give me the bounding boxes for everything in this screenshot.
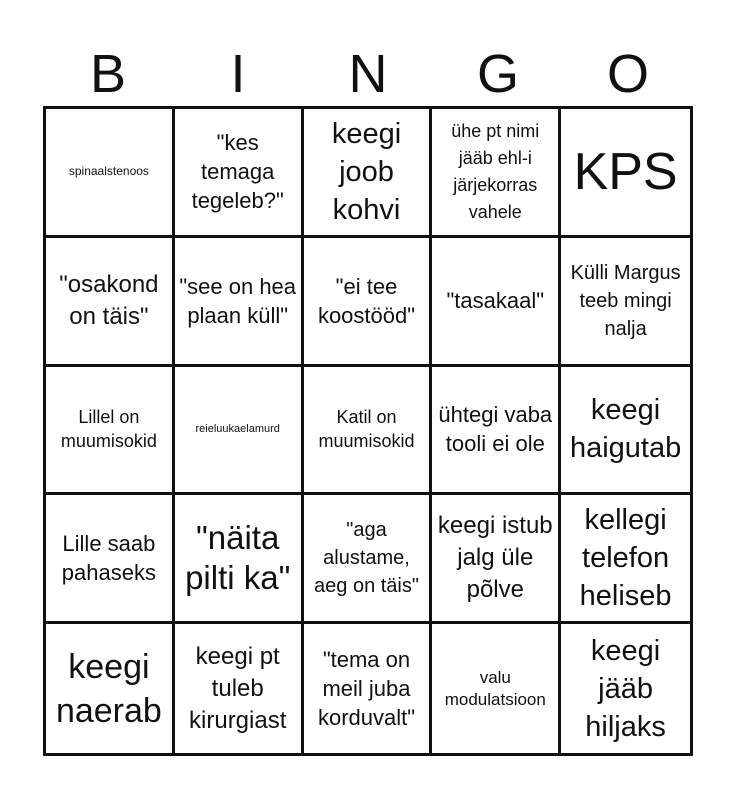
bingo-cell[interactable] — [432, 109, 561, 238]
cell-text: ühe pt nimi jääb ehl-i järjekorras vahele — [451, 120, 540, 222]
cell-text: spinaalstenoos — [68, 164, 149, 179]
cell-text: keegi haigutab — [569, 394, 682, 465]
bingo-cell[interactable] — [46, 238, 175, 367]
bingo-cell[interactable] — [304, 495, 433, 624]
cell-text: Lillel on muumisokid — [60, 407, 157, 452]
bingo-cell[interactable] — [561, 238, 690, 367]
bingo-cell[interactable] — [432, 238, 561, 367]
bingo-cell[interactable] — [304, 367, 433, 496]
cell-text: "ei tee koostööd" — [317, 273, 416, 328]
bingo-cell[interactable] — [561, 495, 690, 624]
bingo-cell[interactable] — [561, 109, 690, 238]
bingo-cell[interactable] — [175, 495, 304, 624]
bingo-cell[interactable] — [561, 367, 690, 496]
cell-text: valu modulatsioon — [444, 667, 546, 709]
bingo-cell[interactable] — [432, 495, 561, 624]
bingo-card — [43, 106, 693, 756]
bingo-cell[interactable] — [175, 238, 304, 367]
cell-text: keegi pt tuleb kirurgiast — [189, 642, 287, 734]
cell-text: keegi joob kohvi — [331, 117, 402, 226]
cell-text: reieluukaelamurd — [195, 422, 280, 435]
bingo-cell[interactable] — [46, 495, 175, 624]
cell-text: "osakond on täis" — [59, 270, 159, 330]
header-letter-n: N — [348, 44, 388, 104]
cell-text: Katil on muumisokid — [318, 407, 415, 452]
cell-text: "see on hea plaan küll" — [179, 273, 297, 328]
cell-text: "kes temaga tegeleb?" — [191, 130, 284, 214]
cell-text: Lille saab pahaseks — [61, 531, 156, 586]
cell-text: Külli Margus teeb mingi nalja — [570, 261, 681, 340]
cell-text: ühtegi vaba tooli ei ole — [438, 402, 553, 457]
bingo-cell[interactable] — [432, 367, 561, 496]
cell-text: kellegi telefon heliseb — [579, 504, 672, 613]
bingo-cell[interactable] — [304, 624, 433, 753]
bingo-cell[interactable] — [46, 367, 175, 496]
cell-text: "tasakaal" — [446, 288, 545, 314]
header-letter-i: I — [230, 44, 246, 104]
bingo-cell[interactable] — [304, 238, 433, 367]
bingo-cell[interactable] — [46, 624, 175, 753]
cell-text: keegi naerab — [55, 647, 162, 730]
bingo-cell[interactable] — [432, 624, 561, 753]
cell-text: keegi jääb hiljaks — [585, 634, 666, 743]
bingo-header — [43, 42, 693, 106]
bingo-cell[interactable] — [561, 624, 690, 753]
header-letter-g: G — [476, 44, 519, 104]
bingo-cell[interactable] — [175, 624, 304, 753]
header-letter-b: B — [89, 44, 127, 104]
bingo-cell[interactable] — [175, 367, 304, 496]
cell-text: KPS — [573, 142, 678, 201]
cell-text: "aga alustame, aeg on täis" — [314, 519, 419, 598]
header-letter-o: O — [606, 44, 649, 104]
bingo-cell[interactable] — [304, 109, 433, 238]
cell-text: keegi istub jalg üle põlve — [437, 512, 553, 604]
cell-text: "näita pilti ka" — [185, 519, 291, 597]
bingo-cell[interactable] — [175, 109, 304, 238]
bingo-cell[interactable] — [46, 109, 175, 238]
cell-text: "tema on meil juba korduvalt" — [317, 647, 416, 731]
